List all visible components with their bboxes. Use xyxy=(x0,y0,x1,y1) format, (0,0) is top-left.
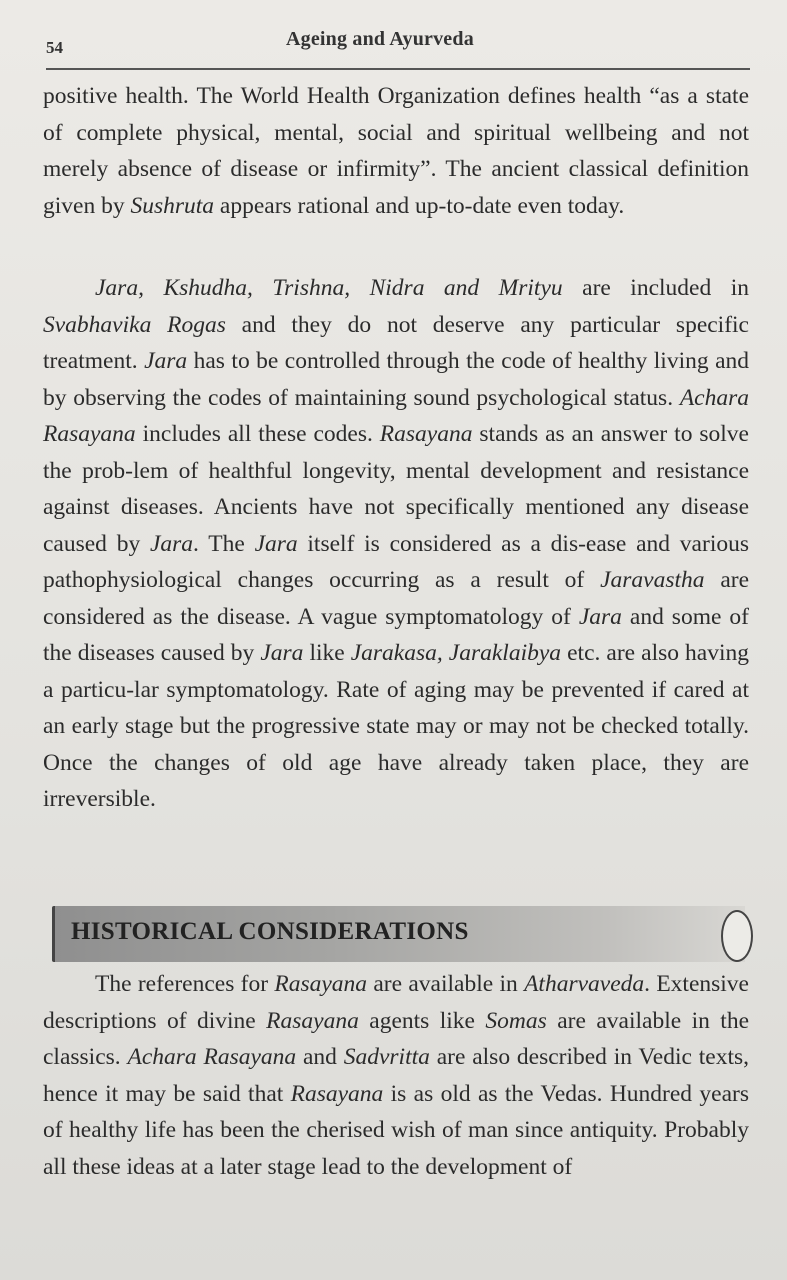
italic-term: Atharvaveda xyxy=(524,971,645,997)
text-run: itself is considered as a dis-ease and various pathophysiological changes occurring as a result of xyxy=(43,530,749,593)
text-run: are available in the classics. xyxy=(43,1007,749,1070)
paragraph-text xyxy=(43,966,749,1185)
italic-term: Jara xyxy=(144,348,188,374)
text-run: and they do not deserve any particular specific treatment. xyxy=(43,311,749,374)
text-run: includes all these codes. xyxy=(135,421,380,447)
italic-term: Jarakasa, Jaraklaibya xyxy=(350,640,562,666)
text-run: is as old as the Vedas. Hundred years of healthy life has been the cherised wish of man since antiquity. Probably all these ideas at a later stage lead to the development of xyxy=(43,1080,749,1180)
text-run: like xyxy=(303,640,351,666)
italic-term: Rasayana xyxy=(266,1007,359,1034)
text-run: agents like xyxy=(358,1007,486,1034)
italic-term: Svabhavika Rogas xyxy=(43,311,226,338)
italic-term: Rasayana xyxy=(379,421,473,447)
text-run: and xyxy=(296,1044,344,1070)
page-header xyxy=(46,28,750,64)
italic-term: Jara xyxy=(578,603,622,630)
paragraph-1 xyxy=(43,78,749,224)
running-title: Ageing and Ayurveda xyxy=(286,28,474,50)
italic-term: Achara Rasayana xyxy=(43,384,749,447)
italic-term: Jara xyxy=(254,530,298,557)
italic-term: Jara, Kshudha, Trishna, Nidra and Mrityu xyxy=(95,275,563,301)
italic-term: Rasayana xyxy=(274,971,368,997)
section-heading-band xyxy=(52,906,745,962)
text-run: and some of the diseases caused by xyxy=(43,603,749,666)
text-run: are available in xyxy=(367,971,525,997)
scroll-cap-ornament xyxy=(721,910,753,962)
text-run: has to be controlled through the code of healthy living and by observing the codes of maintaining sound psychological status. xyxy=(43,348,750,411)
text-run: appears rational and up-to-date even today. xyxy=(214,192,625,219)
text-run: . The xyxy=(193,530,255,557)
text-run: positive health. The World Health Organization defines health “as a state of complete physical, mental, social and spiritual wellbeing and not merely absence of disease or infirmity”. The ancient classical definition given by xyxy=(43,83,749,219)
paragraph-text xyxy=(43,270,749,818)
italic-term: Jara xyxy=(149,530,194,557)
italic-term: Rasayana xyxy=(290,1080,384,1107)
paragraph-3 xyxy=(43,966,749,1185)
header-rule xyxy=(46,68,750,70)
italic-term: Achara Rasayana xyxy=(127,1044,297,1070)
italic-term: Sadvritta xyxy=(343,1044,430,1070)
italic-term: Jara xyxy=(260,640,304,666)
text-run: are considered as the disease. A vague symptomatology of xyxy=(43,567,750,630)
page-number: 54 xyxy=(46,38,63,57)
text-run: . Extensive descriptions of divine xyxy=(43,971,749,1034)
italic-term: Sushruta xyxy=(130,192,215,219)
text-run: are also described in Vedic texts, hence it may be said that xyxy=(43,1044,749,1107)
text-run: etc. are also having a particu-lar symptomatology. Rate of aging may be prevented if cared at an early stage but the progressive state may or may not be checked totally. Once the changes of old age have already taken place, they are irreversible. xyxy=(43,640,749,812)
italic-term: Somas xyxy=(485,1007,547,1034)
paragraph-text xyxy=(43,78,749,224)
section-heading: HISTORICAL CONSIDERATIONS xyxy=(71,918,469,945)
paragraph-2 xyxy=(43,270,749,818)
text-run: The references for xyxy=(95,971,275,997)
text-run: are included in xyxy=(562,275,750,301)
text-run: stands as an answer to solve the prob-lem of healthful longevity, mental development and resistance against diseases. Ancients have not specifically mentioned any disease caused by xyxy=(43,421,749,557)
italic-term: Jaravastha xyxy=(600,567,705,593)
